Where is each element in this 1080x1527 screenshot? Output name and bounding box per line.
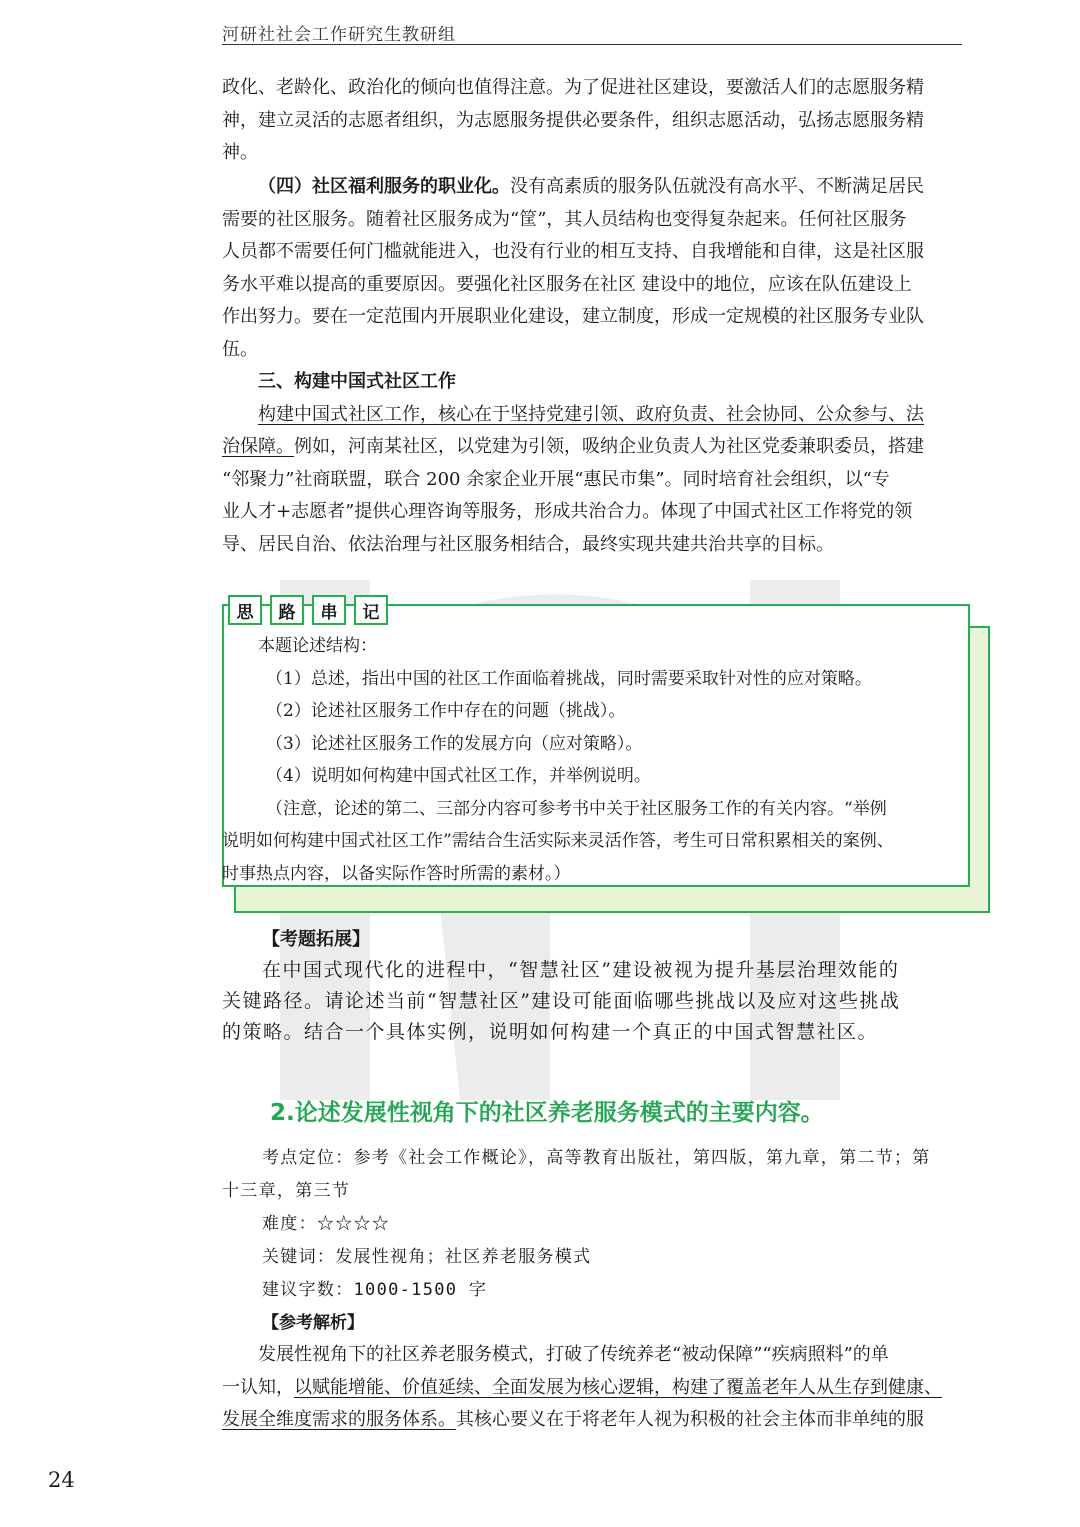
tag-chuan: 串	[312, 595, 346, 625]
text-line: 神。	[222, 142, 258, 163]
underlined-text: 构建中国式社区工作，核心在于坚持党建引领、政府负责、社会协同、公众参与、法	[258, 403, 924, 425]
text-line: 务水平难以提高的重要原因。要强化社区服务在社区 建设中的地位，应该在队伍建设上	[222, 273, 912, 295]
extension-heading: 【考题拓展】	[262, 929, 370, 950]
underlined-text: 治保障。	[222, 436, 294, 457]
note-line: （2）论述社区服务工作中存在的问题（挑战）。	[266, 701, 626, 721]
text-line: 例如，河南某社区，以党建为引领，吸纳企业负责人为社区党委兼职委员，搭建	[294, 436, 924, 457]
tag-lu: 路	[270, 595, 304, 625]
text-line: 人员都不需要任何门槛就能进入，也没有行业的相互支持、自我增能和自律，这是社区服	[222, 241, 924, 262]
word-count: 建议字数：1000-1500 字	[262, 1280, 488, 1300]
subsection-heading: （四）社区福利服务的职业化。	[258, 176, 510, 197]
section-three	[222, 366, 962, 561]
text-line: “邻聚力”社商联盟，联合 200 余家企业开展“惠民市集”。同时培育社会组织，以“专	[222, 468, 890, 490]
text-line: 业人才+志愿者”提供心理咨询等服务，形成共治合力。体现了中国式社区工作将党的领	[222, 501, 913, 522]
extension-section	[222, 924, 962, 1048]
keywords: 关键词：发展性视角；社区养老服务模式	[262, 1247, 592, 1267]
analysis-paragraph	[222, 1339, 962, 1437]
tag-si: 思	[228, 595, 262, 625]
underlined-text: 以赋能增能、价值延续、全面发展为核心逻辑，构建了覆盖老年人从生存到健康、	[294, 1376, 942, 1398]
exam-point: 十三章，第三节	[222, 1181, 351, 1201]
header-title: 河研社社会工作研究生教研组	[222, 25, 456, 45]
extension-line: 关键路径。请论述当前“智慧社区”建设可能面临哪些挑战以及应对这些挑战	[222, 990, 901, 1012]
text-line: 需要的社区服务。随着社区服务成为“筐”，其人员结构也变得复杂起来。任何社区服务	[222, 208, 907, 230]
tag-ji: 记	[354, 595, 388, 625]
note-line: （注意，论述的第二、三部分内容可参考书中关于社区服务工作的有关内容。“举例	[266, 798, 887, 819]
text-line: 作出努力。要在一定范围内开展职业化建设，建立制度，形成一定规模的社区服务专业队	[222, 306, 924, 327]
text-line: 一认知，	[222, 1376, 294, 1398]
text-line: 神，建立灵活的志愿者组织，为志愿服务提供必要条件，组织志愿活动，弘扬志愿服务精	[222, 109, 924, 131]
section-heading: 三、构建中国式社区工作	[258, 371, 456, 392]
note-box-tags	[228, 595, 388, 625]
note-line: （3）论述社区服务工作的发展方向（应对策略）。	[266, 733, 643, 754]
note-line: 时事热点内容，以备实际作答时所需的素材。）	[222, 863, 571, 884]
extension-line: 的策略。结合一个具体实例，说明如何构建一个真正的中国式智慧社区。	[222, 1021, 879, 1043]
note-box-content	[222, 630, 962, 890]
note-line: （4）说明如何构建中国式社区工作，并举例说明。	[266, 766, 651, 786]
question-title: 2.论述发展性视角下的社区养老服务模式的主要内容。	[270, 1100, 824, 1126]
text-line: 政化、老龄化、政治化的倾向也值得注意。为了促进社区建设，要激活人们的志愿服务精	[222, 77, 924, 98]
text-line: 导、居民自治、依法治理与社区服务相结合，最终实现共建共治共享的目标。	[222, 533, 834, 555]
question-meta	[222, 1142, 962, 1340]
paragraph-volunteer	[222, 72, 962, 170]
difficulty: 难度：☆☆☆☆	[262, 1214, 391, 1234]
text-line: 没有高素质的服务队伍就没有高水平、不断满足居民	[510, 176, 924, 197]
analysis-heading: 【参考解析】	[262, 1313, 364, 1333]
paragraph-professionalization	[222, 171, 962, 366]
note-line: （1）总述，指出中国的社区工作面临着挑战，同时需要采取针对性的应对策略。	[266, 668, 872, 689]
note-line: 本题论述结构：	[258, 636, 377, 656]
page-number: 24	[48, 1468, 75, 1492]
note-line: 说明如何构建中国式社区工作”需结合生活实际来灵活作答，考生可日常积累相关的案例、	[222, 831, 894, 851]
exam-point: 考点定位：参考《社会工作概论》，高等教育出版社，第四版，第九章，第二节；第	[262, 1148, 931, 1168]
text-line: 伍。	[222, 338, 258, 360]
underlined-text: 发展全维度需求的服务体系。	[222, 1409, 456, 1430]
text-line: 发展性视角下的社区养老服务模式，打破了传统养老“被动保障”“疾病照料”的单	[258, 1344, 889, 1365]
extension-line: 在中国式现代化的进程中，“智慧社区”建设被视为提升基层治理效能的	[262, 959, 900, 981]
text-line: 其核心要义在于将老年人视为积极的社会主体而非单纯的服	[456, 1409, 924, 1430]
header-divider	[222, 44, 962, 45]
